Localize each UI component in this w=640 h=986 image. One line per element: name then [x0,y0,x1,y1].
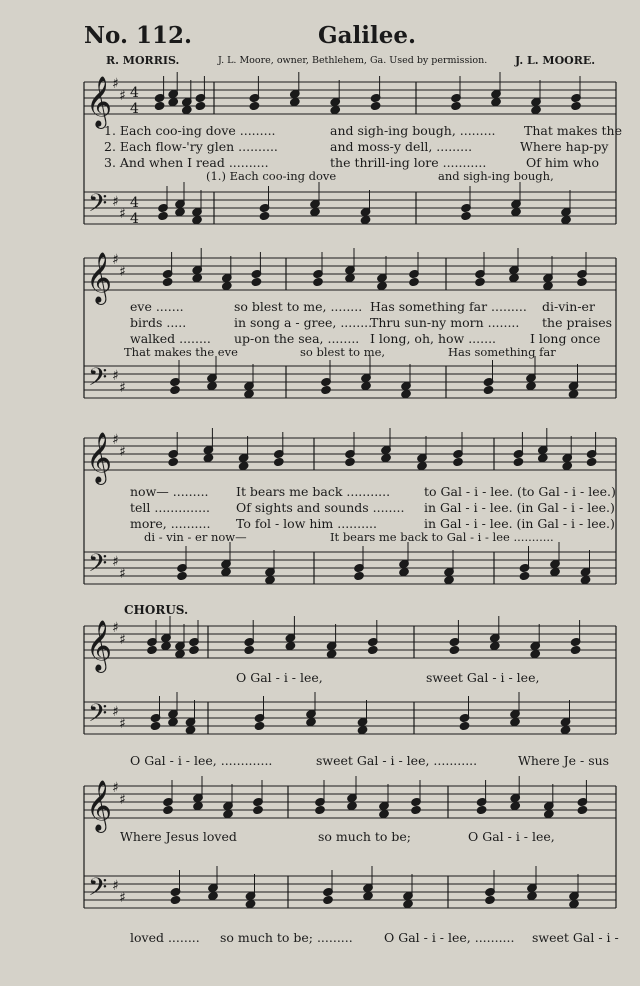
treble-clef: 𝄞 [86,76,113,127]
note-head [550,567,561,576]
treble-clef: 𝄞 [86,432,113,483]
note-head [370,101,381,110]
note-head [192,215,203,224]
key-sharp: ♯ [112,620,119,636]
lyric3-v3-b: To fol - low him .......... [236,516,377,531]
note-head [511,207,522,216]
note-head [189,645,200,654]
note-head [444,575,455,584]
note-head [354,571,365,580]
treble-clef: 𝄞 [86,780,113,831]
lyric3-v3-c: in Gal - i - lee. (in Gal - i - lee.) [424,516,615,531]
time-signature: 4 [130,195,139,211]
treble-clef: 𝄞 [86,620,113,671]
note-head [193,801,204,810]
note-head [577,277,588,286]
key-sharp: ♯ [119,380,126,396]
lyric-v2-c: Where hap-py [520,139,609,154]
bass-clef: 𝄢 [88,549,108,584]
note-head [513,457,524,466]
key-sharp: ♯ [119,716,126,732]
lyric-v3-b: the thrill-ing lore ........... [330,155,487,170]
note-head [586,457,597,466]
note-head [290,97,301,106]
note-head [568,389,579,398]
lyric2-v2-d: the praises [542,315,613,330]
note-head [175,649,186,658]
chorus-label: CHORUS. [124,603,189,617]
key-sharp: ♯ [112,432,119,448]
note-head [315,805,326,814]
note-head [543,281,554,290]
note-head [409,277,420,286]
lyric2-v1-a: eve ....... [130,299,184,314]
note-head [238,461,249,470]
note-head [491,97,502,106]
note-head [168,717,179,726]
lyric3-v3-a: more, .......... [130,516,211,531]
note-head [561,215,572,224]
note-head [363,891,374,900]
note-head [150,721,161,730]
note-head [162,277,173,286]
note-head [274,457,285,466]
note-head [222,281,233,290]
note-head [449,645,460,654]
note-head [560,725,571,734]
lyric3-v2-a: tell .............. [130,500,211,515]
note-head [361,381,372,390]
note-head [357,725,368,734]
note-head [163,805,174,814]
sys5-bass-b: so much to be; ......... [220,930,353,945]
note-head [208,891,219,900]
lyric-v1-a: 1. Each coo-ing dove ......... [104,123,276,138]
bass-lyric-2a: That makes the eve [124,345,238,359]
note-head [265,575,276,584]
note-head [461,211,472,220]
note-head [170,385,181,394]
note-head [381,453,392,462]
lyric3-v1-b: It bears me back ........... [236,484,391,499]
note-head [221,567,232,576]
note-head [580,575,591,584]
note-head [571,101,582,110]
note-head [158,211,169,220]
chorus-bass-c: Where Je - sus [518,753,610,768]
note-head [177,571,188,580]
time-signature: 4 [130,85,139,101]
chorus-treble-a: O Gal - i - lee, [236,670,323,685]
bass-lyric-3a: di - vin - er now— [144,530,247,544]
chorus-treble-b: sweet Gal - i - lee, [426,670,540,685]
note-head [244,389,255,398]
key-sharp: ♯ [119,890,126,906]
note-head [401,389,412,398]
note-head [538,453,549,462]
lyric2-v3-a: walked ........ [130,331,211,346]
note-head [326,649,337,658]
key-sharp: ♯ [119,88,126,104]
hymn-number: No. 112. [84,22,192,49]
note-head [569,899,580,908]
note-head [509,273,520,282]
note-head [377,281,388,290]
note-head [570,645,581,654]
sys5-bass-c: O Gal - i - lee, .......... [384,930,515,945]
note-head [510,801,521,810]
lyric-v3-c: Of him who [526,155,599,170]
note-head [203,453,214,462]
note-head [485,895,496,904]
author-credit: R. MORRIS. [106,54,180,67]
note-head [417,461,428,470]
lyric-v2-b: and moss-y dell, ......... [330,139,473,154]
key-sharp: ♯ [112,780,119,796]
note-head [168,97,179,106]
lyric2-v3-c: I long, oh, how ....... [370,331,497,346]
note-head [154,101,165,110]
sys5-treble-a: Where Jesus loved [120,829,237,844]
sys5-treble-b: so much to be; [318,829,411,844]
note-head [321,385,332,394]
note-head [544,809,555,818]
copyright-note: J. L. Moore, owner, Bethlehem, Ga. Used by permission. [218,55,488,66]
note-head [192,273,203,282]
lyric2-v2-b: in song a - gree, ........ [234,315,373,330]
bass-clef: 𝄢 [88,873,108,908]
note-head [330,105,341,114]
chorus-bass-a: O Gal - i - lee, ............. [130,753,273,768]
note-head [323,895,334,904]
note-head [161,641,172,650]
note-head [403,899,414,908]
note-head [253,805,264,814]
note-head [259,211,270,220]
note-head [170,895,181,904]
time-signature: 4 [130,101,139,117]
lyric2-v3-b: up-on the sea, ........ [234,331,360,346]
composer-credit: J. L. MOORE. [515,54,596,67]
note-head [519,571,530,580]
note-head [483,385,494,394]
note-head [476,805,487,814]
note-head [244,645,255,654]
note-head [249,101,260,110]
note-head [254,721,265,730]
key-sharp: ♯ [119,444,126,460]
note-head [451,101,462,110]
note-head [182,105,193,114]
lyric2-v1-b: so blest to me, ........ [234,299,363,314]
lyric3-v1-c: to Gal - i - lee. (to Gal - i - lee.) [424,484,616,499]
note-head [147,645,158,654]
note-head [453,457,464,466]
note-head [285,641,296,650]
note-head [195,101,206,110]
sys5-bass-d: sweet Gal - i - [532,930,619,945]
key-sharp: ♯ [112,252,119,268]
note-head [399,567,410,576]
bass-clef: 𝄢 [88,363,108,398]
key-sharp: ♯ [112,368,119,384]
lyric2-v2-c: Thru sun-ny morn ........ [370,315,520,330]
note-head [360,215,371,224]
note-head [475,277,486,286]
note-head [185,725,196,734]
lyric3-v2-b: Of sights and sounds ........ [236,500,405,515]
note-head [411,805,422,814]
note-head [207,381,218,390]
note-head [577,805,588,814]
bass-clef: 𝄢 [88,699,108,734]
key-sharp: ♯ [119,792,126,808]
lyric2-v2-a: birds ..... [130,315,187,330]
note-head [245,899,256,908]
note-head [310,207,321,216]
key-sharp: ♯ [112,704,119,720]
lyric2-v1-d: di-vin-er [542,299,595,314]
bass-clef: 𝄢 [88,189,108,224]
key-sharp: ♯ [119,632,126,648]
bass-lyric-2b: so blest to me, [300,345,386,359]
key-sharp: ♯ [112,76,119,92]
key-sharp: ♯ [119,206,126,222]
key-sharp: ♯ [112,554,119,570]
bass-lyric-1a: (1.) Each coo-ing dove [206,169,337,183]
note-head [306,717,317,726]
sys5-bass-a: loved ........ [130,930,200,945]
key-sharp: ♯ [112,878,119,894]
treble-clef: 𝄞 [86,252,113,303]
lyric3-v2-c: in Gal - i - lee. (in Gal - i - lee.) [424,500,615,515]
sys5-treble-c: O Gal - i - lee, [468,829,555,844]
note-head [510,717,521,726]
note-head [345,457,356,466]
lyric2-v1-c: Has something far ......... [370,299,527,314]
chorus-bass-b: sweet Gal - i - lee, ........... [316,753,478,768]
note-head [562,461,573,470]
hymn-title: Galilee. [318,22,417,49]
lyric-v1-b: and sigh-ing bough, ......... [330,123,496,138]
note-head [368,645,379,654]
bass-lyric-1b: and sigh-ing bough, [438,169,554,183]
note-head [251,277,262,286]
note-head [313,277,324,286]
lyric3-v1-a: now— ......... [130,484,209,499]
key-sharp: ♯ [112,194,119,210]
lyric-v3-a: 3. And when I read .......... [104,155,269,170]
note-head [347,801,358,810]
lyric-v1-c: That makes the [524,123,622,138]
note-head [223,809,234,818]
note-head [530,649,541,658]
note-head [168,457,179,466]
key-sharp: ♯ [119,264,126,280]
note-head [345,273,356,282]
lyric-v2-a: 2. Each flow-'ry glen .......... [104,139,278,154]
note-head [379,809,390,818]
note-head [490,641,501,650]
bass-lyric-2c: Has something far [448,345,556,359]
time-signature: 4 [130,211,139,227]
key-sharp: ♯ [119,566,126,582]
bass-lyric-3b: It bears me back to Gal - i - lee ........... [330,530,554,544]
note-head [527,891,538,900]
note-head [531,105,542,114]
lyric2-v3-d: I long once [530,331,601,346]
note-head [459,721,470,730]
note-head [526,381,537,390]
note-head [175,207,186,216]
